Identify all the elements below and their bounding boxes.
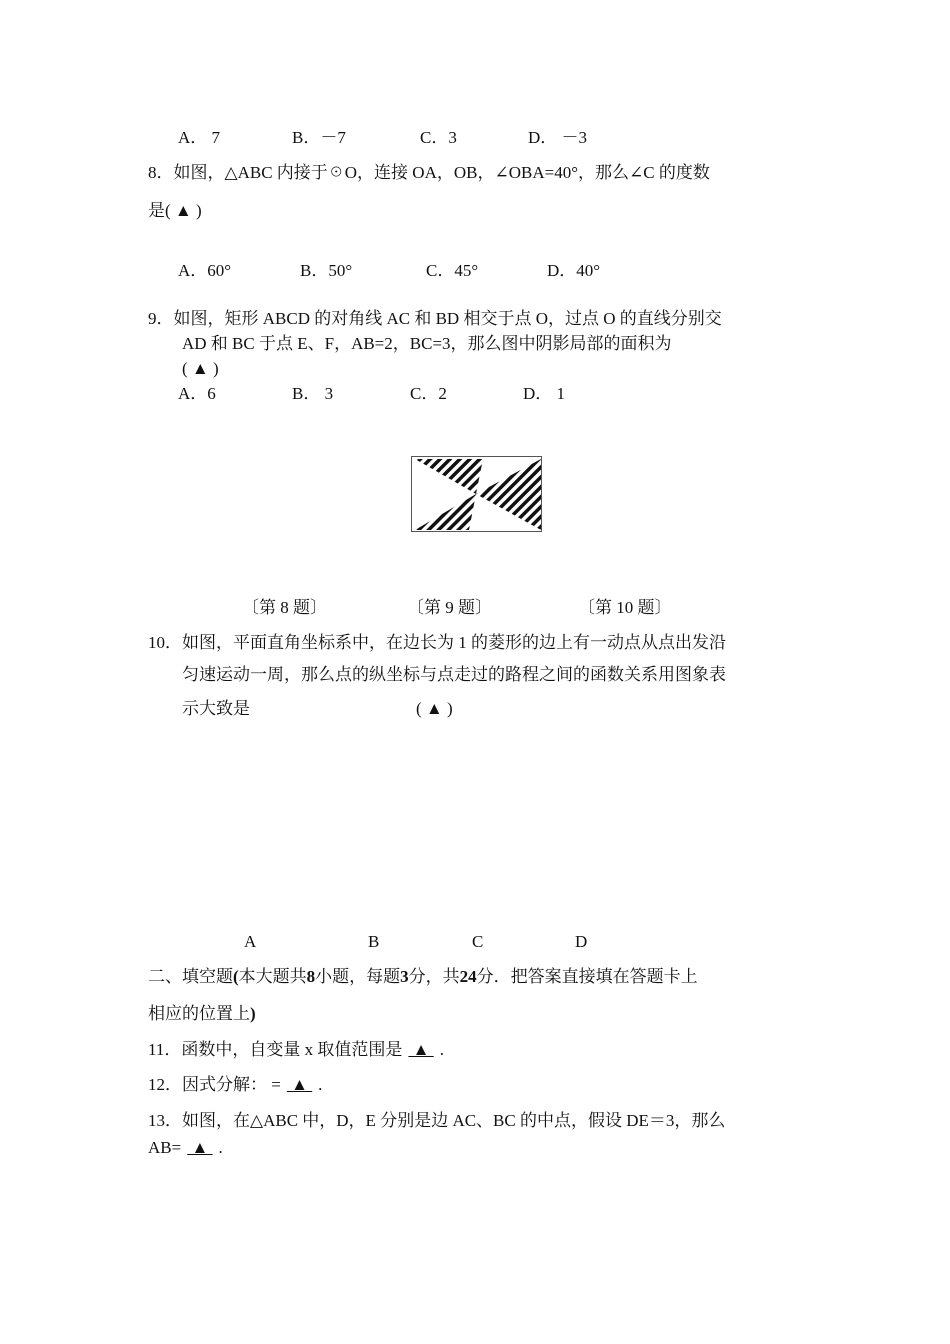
q9-option-d: D． 1 [523,384,566,403]
graph-label-b: B [368,932,380,951]
q9-text-line3: ( ▲ ) [182,359,219,378]
q9-option-a: A．6 [178,384,216,403]
q9-text-line2: AD 和 BC 于点 E、F，AB=2，BC=3，那么图中阴影局部的面积为 [182,334,672,353]
q8-option-b: B．50° [300,261,353,280]
q13-answer-blank: ▲ [187,1138,213,1157]
q9-text-line1: 9．如图，矩形 ABCD 的对角线 AC 和 BD 相交于点 O，过点 O 的直线分别交 [148,309,722,328]
q10-text-line3: 示大致是 [182,699,250,718]
section2-heading-line2: 相应的位置上) [148,1004,256,1023]
q8-option-d: D．40° [547,261,601,280]
q7-option-a: A． 7 [178,128,221,147]
q9-option-c: C．2 [410,384,447,403]
q8-option-a: A．60° [178,261,232,280]
q13-text-line1: 13．如图，在△ABC 中，D，E 分别是边 AC、BC 的中点，假设 DE＝3，那么 [148,1111,726,1130]
q12-answer-blank: ▲ [286,1075,313,1094]
q7-option-b: B．－7 [292,128,346,147]
q11-answer-blank: ▲ [408,1040,434,1059]
caption-figure-8: 〔第 8 题〕 [242,598,327,617]
q9-rectangle-figure [411,456,543,534]
q7-option-c: C．3 [420,128,457,147]
q13-text-line2: AB= ▲ . [148,1138,223,1157]
q10-answer-blank: ( ▲ ) [416,699,453,718]
q10-text-line1: 10．如图，平面直角坐标系中，在边长为 1 的菱形的边上有一动点从点出发沿 [148,633,726,652]
graph-label-c: C [472,932,484,951]
q7-option-d: D． －3 [528,128,588,147]
q12-text: 12．因式分解： = ▲ . [148,1075,323,1094]
q10-text-line2: 匀速运动一周，那么点的纵坐标与点走过的路程之间的函数关系用图象表 [182,665,726,684]
graph-label-d: D [575,932,588,951]
q8-text-line1: 8．如图，△ABC 内接于☉O，连接 OA，OB，∠OBA=40°，那么∠C 的度数 [148,163,710,182]
caption-figure-10: 〔第 10 题〕 [578,598,672,617]
q11-text: 11．函数中，自变量 x 取值范围是 ▲ . [148,1040,444,1059]
q8-text-line2: 是( ▲ ) [148,201,202,220]
caption-figure-9: 〔第 9 题〕 [407,598,492,617]
graph-label-a: A [244,932,257,951]
q8-option-c: C．45° [426,261,479,280]
q9-option-b: B． 3 [292,384,334,403]
section2-heading-line1: 二、填空题(本大题共8小题，每题3分，共24分．把答案直接填在答题卡上 [148,967,698,986]
